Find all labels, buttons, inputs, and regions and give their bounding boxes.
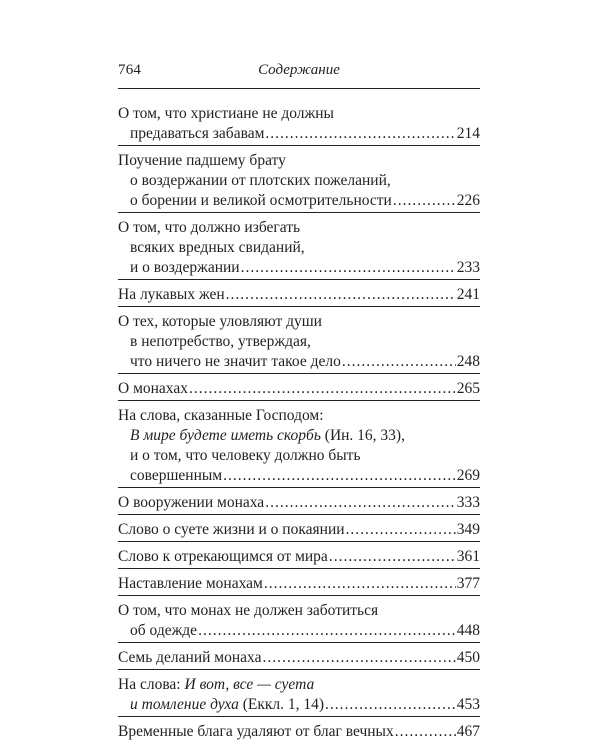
toc-entry-title: о борении и великой осмотрительности — [130, 192, 392, 209]
toc-entry-title: О вооружении монаха — [118, 494, 265, 511]
leader-dots — [346, 520, 456, 540]
leader-dots — [329, 547, 456, 567]
toc-entry-page: 233 — [456, 259, 480, 276]
toc-entry-page: 361 — [456, 548, 480, 565]
toc-entry[interactable] — [118, 379, 480, 401]
toc-entry-reference: (Еккл. 1, 14) — [238, 696, 325, 713]
leader-dots — [393, 191, 456, 211]
toc-entry-page: 269 — [456, 467, 480, 484]
table-of-contents — [118, 104, 480, 748]
toc-entry[interactable] — [118, 601, 480, 643]
leader-dots — [223, 466, 456, 486]
toc-entry-page: 248 — [456, 353, 480, 370]
toc-entry-page: 450 — [456, 649, 480, 666]
toc-entry-title: Поучение падшему брату — [118, 152, 286, 169]
toc-entry[interactable] — [118, 312, 480, 374]
toc-entry-title: Временные блага удаляют от благ вечных — [118, 723, 394, 740]
toc-entry-page: 333 — [456, 494, 480, 511]
toc-entry-title: о воздержании от плотских пожеланий, — [130, 172, 391, 189]
toc-entry-title: На слова, сказанные Господом: — [118, 407, 324, 424]
toc-entry[interactable] — [118, 547, 480, 569]
toc-entry-page: 377 — [456, 575, 480, 592]
toc-entry-title: и о том, что человеку должно быть — [130, 447, 361, 464]
toc-entry-page: 448 — [456, 622, 480, 639]
toc-entry-title: предаваться забавам — [130, 125, 265, 142]
toc-entry-title: Слово к отрекающимся от мира — [118, 548, 328, 565]
toc-entry[interactable] — [118, 218, 480, 280]
leader-dots — [262, 648, 455, 668]
toc-entry-page: 467 — [456, 723, 480, 740]
toc-entry[interactable] — [118, 675, 480, 717]
leader-dots — [342, 352, 456, 372]
toc-entry[interactable] — [118, 285, 480, 307]
running-title: Содержание — [258, 62, 340, 78]
toc-entry-title: и о воздержании — [130, 259, 240, 276]
toc-entry-title: что ничего не значит такое дело — [130, 353, 341, 370]
leader-dots — [265, 493, 456, 513]
toc-entry[interactable] — [118, 574, 480, 596]
toc-entry-title: в непотребство, утверждая, — [130, 333, 311, 350]
toc-entry-quote: В мире будете иметь скорбь — [130, 427, 321, 444]
leader-dots — [241, 258, 456, 278]
toc-entry-title: На слова: — [118, 676, 185, 693]
leader-dots — [265, 124, 455, 144]
toc-entry-title: О тех, которые уловляют души — [118, 313, 322, 330]
toc-entry-quote: И вот, все — суета — [184, 676, 315, 693]
toc-entry[interactable] — [118, 493, 480, 515]
leader-dots — [189, 379, 456, 399]
toc-entry[interactable] — [118, 406, 480, 488]
leader-dots — [325, 695, 456, 715]
toc-entry-page: 241 — [456, 286, 480, 303]
toc-entry[interactable] — [118, 520, 480, 542]
leader-dots — [226, 285, 456, 305]
book-page — [118, 0, 480, 750]
toc-entry-page: 226 — [456, 192, 480, 209]
toc-entry-title: О том, что должно избегать — [118, 219, 301, 236]
leader-dots — [198, 621, 456, 641]
page-number: 764 — [118, 62, 142, 78]
toc-entry-page: 453 — [456, 696, 480, 713]
toc-entry[interactable] — [118, 104, 480, 146]
toc-entry-page: 214 — [456, 125, 480, 142]
leader-dots — [395, 722, 456, 742]
toc-entry-title: О том, что монах не должен заботиться — [118, 602, 379, 619]
page-header — [118, 62, 480, 86]
toc-entry-title: Наставление монахам — [118, 575, 263, 592]
toc-entry-title: О том, что христиане не должны — [118, 105, 334, 122]
toc-entry-title: На лукавых жен — [118, 286, 225, 303]
toc-entry-title: О монахах — [118, 380, 188, 397]
toc-entry-title: всяких вредных свиданий, — [130, 239, 305, 256]
toc-entry[interactable] — [118, 151, 480, 213]
toc-entry-reference: (Ин. 16, 33), — [320, 427, 405, 444]
toc-entry[interactable] — [118, 722, 480, 743]
toc-entry-quote: и томление духа — [130, 696, 239, 713]
toc-entry-title: Семь деланий монаха — [118, 649, 262, 666]
toc-entry-title: об одежде — [130, 622, 198, 639]
toc-entry-title: совершенным — [130, 467, 223, 484]
toc-entry-page: 349 — [456, 521, 480, 538]
toc-entry-page: 265 — [456, 380, 480, 397]
toc-entry[interactable] — [118, 648, 480, 670]
toc-entry-title: Слово о суете жизни и о покаянии — [118, 521, 345, 538]
leader-dots — [264, 574, 456, 594]
header-rule — [118, 88, 480, 89]
